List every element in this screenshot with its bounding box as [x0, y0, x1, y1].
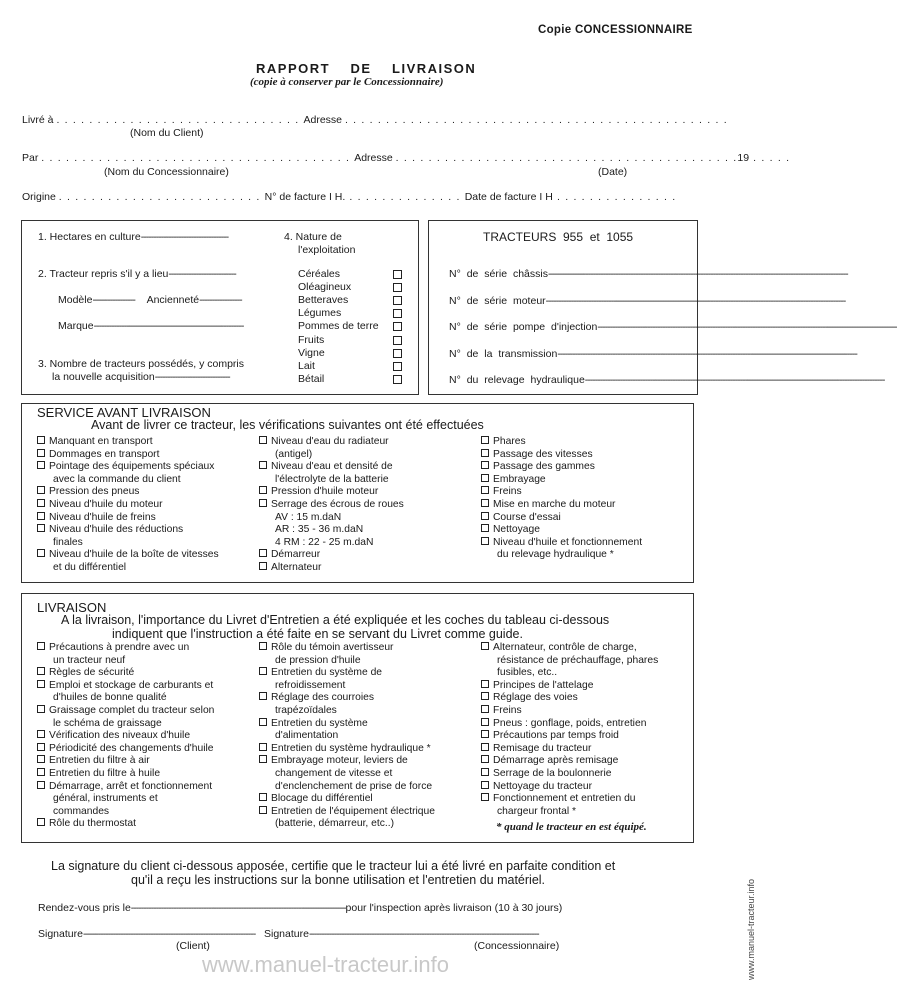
livraison-item-label: résistance de préchauffage, phares [497, 654, 659, 666]
service-checkbox[interactable] [259, 436, 267, 444]
service-checkbox[interactable] [37, 512, 45, 520]
livraison-item [37, 705, 214, 718]
livraison-item-label: Précautions à prendre avec un [49, 642, 190, 653]
livraison-item-label: Réglage des courroies [271, 692, 375, 704]
service-item-label: et du différentiel [53, 562, 127, 573]
nature-checkbox[interactable] [393, 349, 402, 358]
service-item-label: l'électrolyte de la batterie [275, 473, 389, 485]
service-item [37, 524, 183, 537]
livraison-item-label: Nettoyage du tracteur [493, 780, 593, 792]
livraison-checkbox[interactable] [259, 755, 267, 763]
page-subtitle: (copie à conserver par le Concessionnaire) [250, 76, 444, 88]
service-item [37, 537, 83, 550]
livraison-item [481, 667, 557, 680]
livraison-item [259, 793, 373, 806]
livraison-item-label: trapézoïdales [275, 705, 337, 716]
livraison-item [37, 730, 190, 743]
nature-item-label: Betteraves [298, 294, 349, 307]
service-item-label: Embrayage [493, 473, 546, 485]
livraison-item [259, 705, 337, 718]
livraison-item-label: Principes de l'attelage [493, 679, 594, 691]
tracteurs-title: TRACTEURS 955 et 1055 [483, 230, 634, 244]
q4-label: 4. Nature de [284, 231, 342, 243]
service-checkbox[interactable] [259, 562, 267, 570]
service-item [481, 486, 522, 499]
service-item [481, 524, 540, 537]
nom-concessionnaire-label: (Nom du Concessionnaire) [104, 166, 229, 178]
tracteur-field-label: N° de série châssis [449, 268, 548, 280]
service-item-label: Niveau d'huile et fonctionnement [493, 536, 643, 548]
service-checkbox[interactable] [481, 499, 489, 507]
livraison-checkbox[interactable] [259, 743, 267, 751]
livraison-item [37, 768, 160, 781]
service-checkbox[interactable] [481, 512, 489, 520]
service-item [481, 512, 561, 525]
service-item-label: Freins [493, 486, 522, 498]
nature-checkbox[interactable] [393, 309, 402, 318]
service-checkbox[interactable] [259, 549, 267, 557]
livraison-item [481, 743, 591, 756]
service-item [37, 436, 153, 449]
service-item-label: Niveau d'huile de la boîte de vitesses [49, 549, 219, 561]
livraison-item-label: Embrayage moteur, leviers de [271, 755, 408, 767]
livraison-intro-2: indiquent que l'instruction a été faite en se servant du Livret comme guide. [112, 627, 523, 641]
dot-leader: . . . . . . . . . . . . . . . . . . . . . . . . . . . . . . . . . . . . . . [41, 152, 355, 164]
service-item [37, 474, 181, 487]
livraison-checkbox[interactable] [37, 705, 45, 713]
service-checkbox[interactable] [37, 461, 45, 469]
service-item-label: Niveau d'eau et densité de [271, 461, 393, 473]
service-item-label: finales [53, 536, 83, 548]
service-item-label: Phares [493, 436, 526, 447]
livraison-item [259, 743, 431, 756]
livraison-item [259, 806, 435, 819]
signature-line: Signature--------------------------------------------------------------------- Signature-------------------------------------------------------------------------------------------- [38, 928, 539, 940]
livraison-item-label: fusibles, etc.. [497, 667, 558, 679]
q4b-label: l'exploitation [298, 244, 356, 256]
service-item [259, 449, 312, 462]
livre-label: Livré à [22, 114, 54, 126]
service-checkbox[interactable] [481, 537, 489, 545]
livraison-item [37, 781, 212, 794]
tracteur-field-label: N° de la transmission [449, 347, 558, 360]
livraison-item-label: général, instruments et [53, 793, 158, 805]
livraison-checkbox[interactable] [481, 642, 489, 650]
service-item [481, 474, 546, 487]
livraison-intro-1: A la livraison, l'importance du Livret d'Entretien a été expliquée et les coches du tableau ci-dessous [61, 613, 610, 627]
page-title: RAPPORT DE LIVRAISON [256, 61, 477, 76]
form-line-origine [22, 191, 676, 203]
nature-item-label: Lait [298, 359, 315, 372]
livraison-item-label: Freins [493, 705, 522, 716]
livraison-item-label: commandes [53, 805, 110, 817]
livraison-item [481, 806, 576, 819]
client-label: (Client) [176, 940, 210, 952]
service-item-label: Niveau d'huile des réductions [49, 524, 184, 536]
livraison-item [259, 680, 345, 693]
livraison-item [481, 655, 658, 668]
livraison-item [259, 718, 368, 731]
livraison-item [259, 768, 392, 781]
service-checkbox[interactable] [481, 524, 489, 532]
service-item-label: Passage des vitesses [493, 448, 593, 460]
service-item-label: Mise en marche du moteur [493, 499, 616, 510]
tracteur-field [449, 268, 848, 280]
nature-checkbox[interactable] [393, 362, 402, 371]
livraison-item [259, 781, 432, 794]
service-item [481, 436, 526, 449]
livraison-checkbox[interactable] [37, 730, 45, 738]
nature-checkbox[interactable] [393, 336, 402, 345]
nature-checkbox[interactable] [393, 375, 402, 384]
date-facture-label: Date de facture I H [464, 191, 553, 203]
tracteurs-panel [428, 220, 698, 395]
livraison-item [481, 755, 618, 768]
service-item-label: Niveau d'huile de freins [49, 511, 156, 523]
q3-label: 3. Nombre de tracteurs possédés, y compris [38, 358, 245, 370]
service-checkbox[interactable] [481, 461, 489, 469]
service-item [37, 499, 163, 512]
livraison-item [37, 718, 162, 731]
q2-label: 2. Tracteur repris s'il y a lieu--------------------------- [38, 268, 236, 280]
service-checkbox[interactable] [481, 449, 489, 457]
service-item-label: 4 RM : 22 - 25 m.daN [275, 536, 374, 548]
dot-leader: . . . . . . . . . . . . . . . . . . . . . . . . . [58, 191, 265, 203]
dash-leader: ------------------------------------------------------------------------------------------------------------------------ [545, 294, 846, 307]
service-checkbox[interactable] [37, 449, 45, 457]
livraison-checkbox[interactable] [481, 768, 489, 776]
tracteur-field-label: N° de série moteur [449, 294, 546, 307]
year-prefix: 19 [737, 152, 750, 164]
livraison-checkbox[interactable] [481, 692, 489, 700]
livraison-item-label: refroidissement [275, 679, 346, 691]
service-item-label: Alternateur [271, 562, 322, 573]
service-heading: SERVICE AVANT LIVRAISON [37, 405, 211, 420]
nature-item-label: Bétail [298, 372, 325, 385]
service-checkbox[interactable] [481, 436, 489, 444]
livraison-item [37, 818, 136, 831]
livraison-item [259, 642, 393, 655]
livraison-item [37, 692, 167, 705]
service-item-label: Pression d'huile moteur [271, 486, 379, 498]
livraison-item-label: Périodicité des changements d'huile [49, 742, 214, 754]
q3b-label: la nouvelle acquisition------------------------------ [52, 371, 230, 383]
livraison-checkbox[interactable] [37, 781, 45, 789]
nature-checkbox[interactable] [393, 296, 402, 305]
nature-checkbox[interactable] [393, 270, 402, 279]
livraison-checkbox[interactable] [481, 705, 489, 713]
livraison-item [259, 655, 361, 668]
livraison-item [37, 655, 125, 668]
livraison-item-label: Précautions par temps froid [493, 730, 619, 742]
service-item-label: AV : 15 m.daN [275, 511, 342, 523]
service-item [481, 461, 595, 474]
livraison-heading: LIVRAISON [37, 600, 107, 615]
service-checkbox[interactable] [37, 499, 45, 507]
nature-checkbox[interactable] [393, 322, 402, 331]
livraison-item [259, 755, 408, 768]
q1-label: 1. Hectares en culture----------------------------------- [38, 231, 229, 243]
livraison-item-label: Règles de sécurité [49, 667, 135, 679]
dash-leader: ------------------------------------------------------------------------------------------------------------------------ [597, 321, 897, 333]
dot-leader: . . . . . . . . . . . . . . . . . . . . . . . . . . . . . . [56, 114, 304, 126]
livraison-item-label: Serrage de la boulonnerie [493, 768, 612, 779]
livraison-item [37, 806, 109, 819]
livraison-item-label: Graissage complet du tracteur selon [49, 705, 215, 716]
service-item [259, 499, 404, 512]
livraison-checkbox[interactable] [481, 793, 489, 801]
service-item [259, 562, 321, 575]
livraison-item-label: Alternateur, contrôle de charge, [493, 642, 637, 653]
service-item-label: Niveau d'eau du radiateur [271, 436, 389, 447]
livraison-checkbox[interactable] [481, 718, 489, 726]
livraison-item-label: Entretien du système de [271, 667, 383, 679]
service-item-label: Nettoyage [493, 524, 540, 536]
livraison-item-label: Emploi et stockage de carburants et [49, 679, 214, 691]
service-item [259, 436, 389, 449]
adresse-label: Adresse [303, 114, 343, 126]
livraison-checkbox[interactable] [37, 642, 45, 650]
livraison-checkbox[interactable] [259, 806, 267, 814]
service-checkbox[interactable] [37, 436, 45, 444]
service-item [37, 486, 139, 499]
livraison-item-label: d'enclenchement de prise de force [275, 780, 433, 792]
service-checkbox[interactable] [481, 474, 489, 482]
livraison-checkbox[interactable] [481, 730, 489, 738]
dash-leader: ------------------------------------------------------------------------------------------------------------------------ [584, 374, 885, 386]
livraison-item-label: Démarrage après remisage [493, 755, 619, 767]
form-line-par [22, 152, 790, 164]
side-watermark: www.manuel-tracteur.info [746, 878, 756, 980]
livraison-checkbox[interactable] [37, 680, 45, 688]
livraison-item [37, 642, 189, 655]
livraison-item-label: Réglage des voies [493, 692, 578, 704]
service-item-label: du relevage hydraulique * [497, 549, 614, 561]
service-item-label: Démarreur [271, 549, 321, 561]
livraison-item-label: de pression d'huile [275, 654, 361, 666]
livraison-checkbox[interactable] [481, 781, 489, 789]
service-item [259, 512, 341, 525]
modele-row: Modèle----------------- Ancienneté----------------- [58, 294, 242, 306]
service-item [481, 549, 614, 562]
service-item-label: Serrage des écrous de roues [271, 499, 404, 510]
livraison-checkbox[interactable] [481, 743, 489, 751]
livraison-checkbox[interactable] [37, 755, 45, 763]
livraison-item [37, 680, 213, 693]
date-label: (Date) [598, 166, 628, 178]
livraison-item [481, 781, 592, 794]
nom-client-label: (Nom du Client) [130, 127, 204, 139]
livraison-item-label: (batterie, démarreur, etc..) [275, 818, 395, 830]
no-facture-label: N° de facture I H. [264, 191, 346, 203]
livraison-item-label: d'huiles de bonne qualité [53, 692, 167, 704]
livraison-item-label: Entretien du système [271, 717, 368, 729]
livraison-item-label: Rôle du témoin avertisseur [271, 642, 394, 653]
livraison-item [481, 793, 636, 806]
service-item [37, 549, 219, 562]
signature-statement-1: La signature du client ci-dessous apposée, certifie que le tracteur lui a été livré en parfaite condition et [51, 859, 616, 873]
service-checkbox[interactable] [37, 549, 45, 557]
service-item-label: Niveau d'huile du moteur [49, 499, 163, 510]
service-item [481, 449, 593, 462]
livraison-item-label: chargeur frontal * [497, 805, 576, 817]
service-item [259, 486, 378, 499]
livraison-item [37, 793, 158, 806]
livraison-checkbox[interactable] [37, 743, 45, 751]
service-item-label: Course d'essai [493, 511, 561, 523]
nature-item-label: Céréales [298, 268, 341, 280]
service-checkbox[interactable] [37, 524, 45, 532]
signature-statement-2: qu'il a reçu les instructions sur la bonne utilisation et l'entretien du matériel. [131, 873, 546, 887]
watermark: www.manuel-tracteur.info [202, 952, 449, 977]
tracteur-field [449, 321, 897, 333]
service-item-label: AR : 35 - 36 m.daN [275, 524, 364, 536]
service-checkbox[interactable] [37, 486, 45, 494]
livraison-item-label: Entretien du filtre à huile [49, 768, 161, 779]
adresse-label: Adresse [354, 152, 393, 164]
livraison-checkbox[interactable] [259, 718, 267, 726]
livraison-item-label: Blocage du différentiel [271, 793, 373, 805]
livraison-item-label: Démarrage, arrêt et fonctionnement [49, 780, 213, 792]
tracteur-field [449, 347, 857, 360]
livraison-checkbox[interactable] [37, 667, 45, 675]
service-item [259, 474, 389, 487]
form-line-livre [22, 114, 728, 126]
service-item [259, 549, 320, 562]
dot-leader: . . . . . . . . . . . . . . . . . . . . . . . . . . . . . . . . . . . . . . . . . . . . . . . [344, 114, 728, 126]
livraison-item [259, 692, 374, 705]
livraison-checkbox[interactable] [259, 793, 267, 801]
service-item [37, 449, 159, 462]
livraison-checkbox[interactable] [259, 642, 267, 650]
livraison-item [259, 667, 382, 680]
concessionnaire-label: (Concessionnaire) [474, 940, 560, 952]
service-item [259, 461, 393, 474]
livraison-checkbox[interactable] [481, 755, 489, 763]
livraison-item [37, 755, 150, 768]
livraison-item-label: d'alimentation [275, 730, 339, 742]
service-intro: Avant de livrer ce tracteur, les vérifications suivantes ont été effectuées [91, 418, 484, 432]
dash-leader: ------------------------------------------------------------------------------------------------------------------------ [547, 268, 848, 280]
service-item [37, 562, 126, 575]
livraison-item-label: le schéma de graissage [53, 717, 162, 729]
service-item-label: Manquant en transport [49, 436, 153, 447]
livraison-checkbox[interactable] [37, 818, 45, 826]
livraison-item [481, 680, 593, 693]
dot-leader: . . . . . . . . . . . . . . . . . . . . . . . . . . . . . . . . . . . . . . . . . . [395, 152, 738, 164]
service-item [37, 512, 156, 525]
livraison-checkbox[interactable] [481, 680, 489, 688]
service-item [259, 537, 373, 550]
nature-item-label: Fruits [298, 333, 325, 346]
livraison-item [37, 667, 134, 680]
service-item [481, 499, 615, 512]
service-item [37, 461, 214, 474]
service-item-label: Pointage des équipements spéciaux [49, 461, 215, 473]
origine-label: Origine [22, 191, 56, 203]
livraison-checkbox[interactable] [259, 667, 267, 675]
livraison-item-label: changement de vitesse et [275, 768, 393, 779]
rdv-line: Rendez-vous pris le--------------------------------------------------------------------------------------pour l'inspection après livraison (10 à 30 jours) [38, 902, 563, 914]
dash-leader: ------------------------------------------------------------------------------------------------------------------------ [557, 347, 857, 360]
livraison-item [481, 730, 619, 743]
service-checkbox[interactable] [259, 486, 267, 494]
service-item-label: Dommages en transport [49, 448, 160, 460]
par-label: Par [22, 152, 39, 164]
livraison-item [37, 743, 214, 756]
service-item [259, 524, 363, 537]
dot-leader: . . . . . [749, 152, 791, 164]
dot-leader: . . . . . . . . . . . . . . . [552, 191, 677, 203]
livraison-item [481, 692, 578, 705]
tracteur-field-label: N° du relevage hydraulique [449, 374, 585, 386]
livraison-item [481, 768, 612, 781]
livraison-item-label: Entretien de l'équipement électrique [271, 805, 435, 817]
tracteur-field [449, 374, 885, 386]
nature-item-label: Pommes de terre [298, 320, 379, 333]
livraison-item-label: Remisage du tracteur [493, 742, 592, 754]
livraison-checkbox[interactable] [259, 692, 267, 700]
service-item-label: (antigel) [275, 448, 313, 460]
livraison-item-label: Fonctionnement et entretien du [493, 793, 636, 805]
service-checkbox[interactable] [481, 486, 489, 494]
nature-item-label: Vigne [298, 346, 325, 359]
nature-checkbox[interactable] [393, 283, 402, 292]
livraison-item [259, 730, 338, 743]
nature-item-label: Oléagineux [298, 281, 352, 294]
livraison-item-label: Rôle du thermostat [49, 818, 136, 830]
service-item-label: Pression des pneus [49, 486, 140, 498]
livraison-item [481, 705, 522, 718]
livraison-item-label: Entretien du filtre à air [49, 755, 150, 767]
livraison-item [259, 818, 394, 831]
service-checkbox[interactable] [259, 461, 267, 469]
service-checkbox[interactable] [259, 499, 267, 507]
livraison-item [481, 642, 637, 655]
livraison-item-label: Entretien du système hydraulique * [271, 742, 431, 754]
marque-row: Marque------------------------------------------------------------ [58, 320, 244, 332]
tracteur-field [449, 294, 846, 307]
service-item-label: avec la commande du client [53, 473, 181, 485]
tracteur-field-label: N° de série pompe d'injection [449, 321, 598, 333]
service-item-label: Passage des gammes [493, 461, 595, 473]
livraison-checkbox[interactable] [37, 768, 45, 776]
livraison-item [481, 718, 646, 731]
livraison-item-label: un tracteur neuf [53, 654, 126, 666]
livraison-item-label: Vérification des niveaux d'huile [49, 730, 191, 742]
livraison-item-label: Pneus : gonflage, poids, entretien [493, 717, 647, 729]
nature-item-label: Légumes [298, 307, 342, 320]
livraison-footnote: * quand le tracteur en est équipé. [496, 821, 647, 833]
copy-label: Copie CONCESSIONNAIRE [538, 24, 693, 36]
service-item [481, 537, 642, 550]
dot-leader: . . . . . . . . . . . . . . [345, 191, 465, 203]
